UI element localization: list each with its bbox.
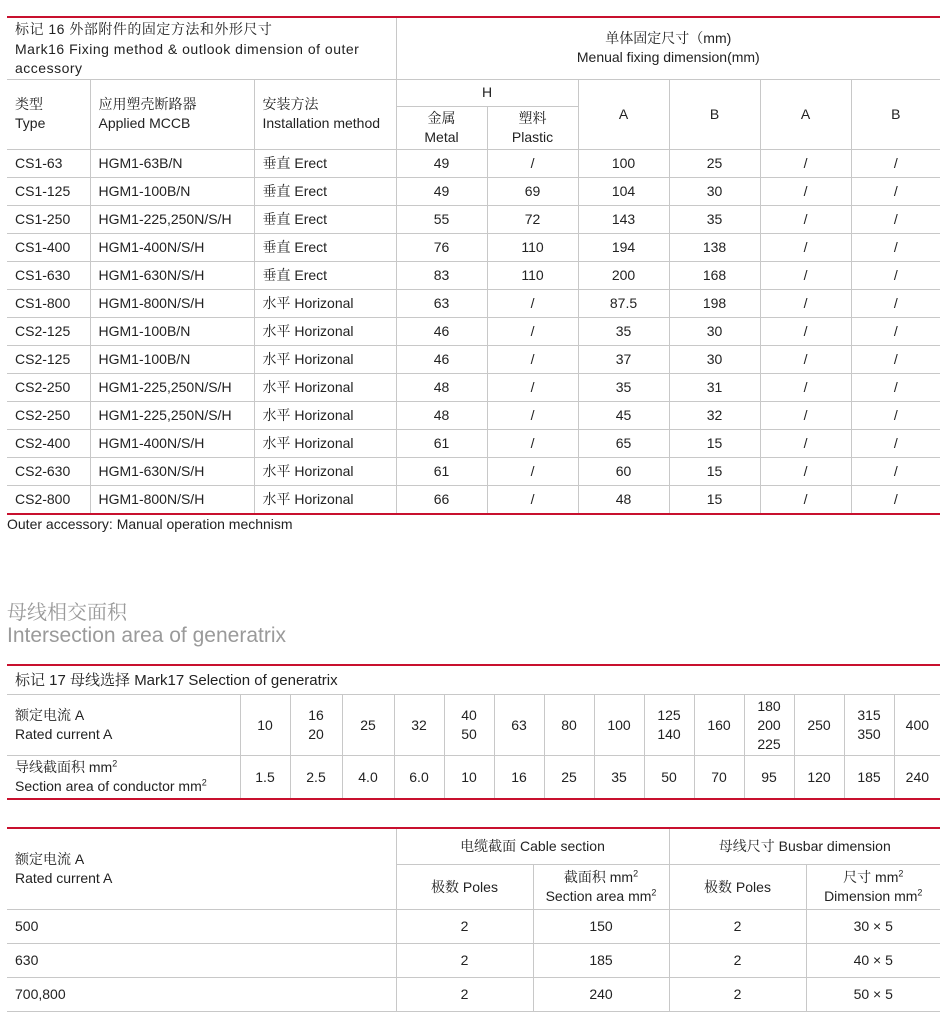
cell-dim: 50 × 5: [806, 978, 940, 1012]
cell-b2: /: [851, 485, 940, 514]
table-row: [7, 944, 940, 978]
cell-b2: /: [851, 233, 940, 261]
cell-poles1: 2: [396, 978, 533, 1012]
cell-a: 35: [578, 373, 669, 401]
cell-metal: 48: [396, 373, 487, 401]
table-row: [7, 910, 940, 944]
section-title-cn: 母线相交面积: [7, 600, 127, 624]
section-area-value: 16: [494, 756, 544, 800]
section-area-value: 4.0: [342, 756, 394, 800]
table-row: [7, 429, 940, 457]
section-area-value: 240: [894, 756, 940, 800]
cell-metal: 46: [396, 317, 487, 345]
cell-plastic: /: [487, 149, 578, 177]
cell-plastic: /: [487, 317, 578, 345]
superscript-2: 2: [201, 777, 207, 788]
cell-b: 30: [669, 345, 760, 373]
cell-a: 45: [578, 401, 669, 429]
cell-dim: 40 × 5: [806, 944, 940, 978]
rated-current-value: 10: [240, 695, 290, 756]
cell-poles1: 2: [396, 944, 533, 978]
col-a2-header: A: [760, 79, 851, 149]
col-type-header: 类型 Type: [7, 79, 90, 149]
busbar-dim-header: [806, 865, 940, 910]
rated-current-value: 100: [594, 695, 644, 756]
cell-install: 水平 Horizonal: [254, 401, 396, 429]
cell-mccb: HGM1-100B/N: [90, 345, 254, 373]
cell-a: 60: [578, 457, 669, 485]
rated-current-value: 400: [894, 695, 940, 756]
cable-area-header: [533, 865, 669, 910]
cell-a: 200: [578, 261, 669, 289]
table17-title: 标记 17 母线选择 Mark17 Selection of generatrix: [7, 665, 940, 695]
table16-title: 标记 16 外部附件的固定方法和外形尺寸 Mark16 Fixing method & outlook dimension of outer accessory: [7, 17, 396, 79]
rated-current-value: 25: [342, 695, 394, 756]
cell-a: 194: [578, 233, 669, 261]
busbar-dim-header-cn: 尺寸 mm: [843, 869, 899, 885]
cell-mccb: HGM1-400N/S/H: [90, 233, 254, 261]
cell-install: 水平 Horizonal: [254, 373, 396, 401]
cell-mccb: HGM1-100B/N: [90, 177, 254, 205]
cell-b2: /: [851, 345, 940, 373]
cell-metal: 55: [396, 205, 487, 233]
cell-plastic: /: [487, 373, 578, 401]
cell-a2: /: [760, 345, 851, 373]
rated-current-label: 额定电流 A Rated current A: [7, 695, 240, 756]
cell-type: CS2-800: [7, 485, 90, 514]
section-area-value: 50: [644, 756, 694, 800]
busbar-poles-header: 极数 Poles: [669, 865, 806, 910]
cell-plastic: 110: [487, 233, 578, 261]
section-area-value: 185: [844, 756, 894, 800]
cell-metal: 61: [396, 457, 487, 485]
cell-type: CS2-250: [7, 373, 90, 401]
rated-current-value: 160: [694, 695, 744, 756]
cell-install: 垂直 Erect: [254, 205, 396, 233]
cell-a: 35: [578, 317, 669, 345]
rated-current-value: 40 50: [444, 695, 494, 756]
cell-mccb: HGM1-63B/N: [90, 149, 254, 177]
table-row: [7, 149, 940, 177]
cell-b2: /: [851, 317, 940, 345]
col-plastic-header: 塑料 Plastic: [487, 106, 578, 149]
cell-metal: 66: [396, 485, 487, 514]
cell-area: 240: [533, 978, 669, 1012]
superscript-2: 2: [651, 887, 657, 898]
section-title-en: Intersection area of generatrix: [7, 624, 286, 647]
table-row: [7, 457, 940, 485]
section-area-value: 2.5: [290, 756, 342, 800]
col-install-header: 安装方法 Installation method: [254, 79, 396, 149]
cell-a2: /: [760, 289, 851, 317]
cell-mccb: HGM1-225,250N/S/H: [90, 401, 254, 429]
cell-poles2: 2: [669, 978, 806, 1012]
section-area-value: 25: [544, 756, 594, 800]
cell-a: 87.5: [578, 289, 669, 317]
cell-a2: /: [760, 205, 851, 233]
superscript-2: 2: [898, 868, 904, 879]
section-area-label-cn: 导线截面积 mm: [15, 759, 113, 775]
cell-install: 垂直 Erect: [254, 149, 396, 177]
cell-b2: /: [851, 261, 940, 289]
cell-b2: /: [851, 205, 940, 233]
cell-mccb: HGM1-400N/S/H: [90, 429, 254, 457]
section-area-value: 70: [694, 756, 744, 800]
cell-b2: /: [851, 401, 940, 429]
section-area-value: 1.5: [240, 756, 290, 800]
cell-mccb: HGM1-800N/S/H: [90, 289, 254, 317]
cell-b: 25: [669, 149, 760, 177]
cell-metal: 76: [396, 233, 487, 261]
section-area-value: 10: [444, 756, 494, 800]
col-h-header: H: [396, 79, 578, 106]
cell-b2: /: [851, 177, 940, 205]
table-row: [7, 261, 940, 289]
cell-type: CS2-250: [7, 401, 90, 429]
cell-plastic: 110: [487, 261, 578, 289]
cell-a2: /: [760, 149, 851, 177]
cell-metal: 49: [396, 177, 487, 205]
cell-area: 185: [533, 944, 669, 978]
cell-poles2: 2: [669, 944, 806, 978]
cell-mccb: HGM1-225,250N/S/H: [90, 205, 254, 233]
col-mccb-header: 应用塑壳断路器 Applied MCCB: [90, 79, 254, 149]
cell-plastic: /: [487, 289, 578, 317]
cell-poles2: 2: [669, 910, 806, 944]
rated-current-value: 250: [794, 695, 844, 756]
section-area-label-en: Section area of conductor mm: [15, 778, 202, 794]
cell-metal: 48: [396, 401, 487, 429]
cell-metal: 61: [396, 429, 487, 457]
table-row: [7, 205, 940, 233]
section-area-value: 35: [594, 756, 644, 800]
cell-b2: /: [851, 457, 940, 485]
cell-metal: 83: [396, 261, 487, 289]
busbar-dimension-header: 母线尺寸 Busbar dimension: [669, 828, 940, 865]
cell-current: 630: [7, 944, 396, 978]
cell-a: 104: [578, 177, 669, 205]
cell-type: CS2-400: [7, 429, 90, 457]
superscript-2: 2: [917, 887, 923, 898]
rated-current-value: 180 200 225: [744, 695, 794, 756]
superscript-2: 2: [633, 868, 639, 879]
cell-current: 700,800: [7, 978, 396, 1012]
cell-current: 500: [7, 910, 396, 944]
cell-install: 水平 Horizonal: [254, 429, 396, 457]
cell-a2: /: [760, 401, 851, 429]
cell-b: 35: [669, 205, 760, 233]
cell-install: 水平 Horizonal: [254, 317, 396, 345]
cell-b2: /: [851, 429, 940, 457]
cell-b: 15: [669, 485, 760, 514]
cell-b: 168: [669, 261, 760, 289]
cell-a2: /: [760, 177, 851, 205]
table-row: [7, 233, 940, 261]
table-row: [7, 401, 940, 429]
table-row: [7, 485, 940, 514]
rated-current-value: 315 350: [844, 695, 894, 756]
cell-install: 水平 Horizonal: [254, 289, 396, 317]
cell-install: 垂直 Erect: [254, 233, 396, 261]
cell-area: 150: [533, 910, 669, 944]
cell-metal: 46: [396, 345, 487, 373]
table-row: [7, 289, 940, 317]
cell-type: CS1-250: [7, 205, 90, 233]
cell-a2: /: [760, 233, 851, 261]
rated-current-value: 125 140: [644, 695, 694, 756]
table-row: [7, 373, 940, 401]
cell-a2: /: [760, 317, 851, 345]
table-row: [7, 317, 940, 345]
cell-type: CS1-63: [7, 149, 90, 177]
rated-current-value: 32: [394, 695, 444, 756]
cell-type: CS1-800: [7, 289, 90, 317]
section-area-value: 120: [794, 756, 844, 800]
cell-plastic: 72: [487, 205, 578, 233]
table-row: [7, 177, 940, 205]
cell-a: 37: [578, 345, 669, 373]
cell-type: CS2-125: [7, 317, 90, 345]
cell-plastic: /: [487, 429, 578, 457]
cell-install: 水平 Horizonal: [254, 345, 396, 373]
cell-dim: 30 × 5: [806, 910, 940, 944]
cell-a2: /: [760, 429, 851, 457]
cable-busbar-table: [7, 827, 940, 1012]
cell-b: 30: [669, 317, 760, 345]
cell-type: CS2-630: [7, 457, 90, 485]
generatrix-selection-table: [7, 664, 940, 800]
cable-rated-current-label: 额定电流 A Rated current A: [7, 828, 396, 910]
cell-b: 31: [669, 373, 760, 401]
section-area-value: 6.0: [394, 756, 444, 800]
cell-mccb: HGM1-630N/S/H: [90, 457, 254, 485]
cell-plastic: /: [487, 485, 578, 514]
cell-b: 15: [669, 429, 760, 457]
cell-b: 32: [669, 401, 760, 429]
rated-current-value: 80: [544, 695, 594, 756]
cell-install: 垂直 Erect: [254, 261, 396, 289]
col-b1-header: B: [669, 79, 760, 149]
section-area-label: [7, 756, 240, 800]
cell-a2: /: [760, 485, 851, 514]
cell-mccb: HGM1-630N/S/H: [90, 261, 254, 289]
cell-a2: /: [760, 373, 851, 401]
superscript-2: 2: [112, 758, 118, 769]
cable-section-header: 电缆截面 Cable section: [396, 828, 669, 865]
cell-poles1: 2: [396, 910, 533, 944]
fixing-dimension-header: 单体固定尺寸（mm) Menual fixing dimension(mm): [396, 17, 940, 79]
cell-b2: /: [851, 373, 940, 401]
cable-area-header-cn: 截面积 mm: [563, 869, 634, 885]
cell-a2: /: [760, 261, 851, 289]
cell-b: 138: [669, 233, 760, 261]
cable-area-header-en: Section area mm: [545, 888, 652, 904]
cell-a2: /: [760, 457, 851, 485]
cell-a: 65: [578, 429, 669, 457]
cell-a: 100: [578, 149, 669, 177]
rated-current-value: 16 20: [290, 695, 342, 756]
cell-a: 143: [578, 205, 669, 233]
cell-mccb: HGM1-225,250N/S/H: [90, 373, 254, 401]
cell-plastic: 69: [487, 177, 578, 205]
cell-install: 水平 Horizonal: [254, 457, 396, 485]
table-row: [7, 345, 940, 373]
cell-mccb: HGM1-800N/S/H: [90, 485, 254, 514]
cell-metal: 49: [396, 149, 487, 177]
col-metal-header: 金属 Metal: [396, 106, 487, 149]
cell-b: 198: [669, 289, 760, 317]
col-b2-header: B: [851, 79, 940, 149]
col-a1-header: A: [578, 79, 669, 149]
cell-plastic: /: [487, 345, 578, 373]
cell-type: CS1-400: [7, 233, 90, 261]
cell-b2: /: [851, 289, 940, 317]
cell-plastic: /: [487, 401, 578, 429]
section-area-value: 95: [744, 756, 794, 800]
cell-type: CS1-125: [7, 177, 90, 205]
table-row: [7, 978, 940, 1012]
rated-current-value: 63: [494, 695, 544, 756]
cell-plastic: /: [487, 457, 578, 485]
cell-install: 垂直 Erect: [254, 177, 396, 205]
cell-b: 30: [669, 177, 760, 205]
cell-a: 48: [578, 485, 669, 514]
cell-b: 15: [669, 457, 760, 485]
cell-type: CS1-630: [7, 261, 90, 289]
fixing-dimension-table: [7, 16, 940, 515]
cell-install: 水平 Horizonal: [254, 485, 396, 514]
busbar-dim-header-en: Dimension mm: [824, 888, 918, 904]
cable-poles-header: 极数 Poles: [396, 865, 533, 910]
cell-mccb: HGM1-100B/N: [90, 317, 254, 345]
outer-accessory-note: Outer accessory: Manual operation mechnism: [7, 516, 293, 532]
cell-b2: /: [851, 149, 940, 177]
cell-metal: 63: [396, 289, 487, 317]
cell-type: CS2-125: [7, 345, 90, 373]
